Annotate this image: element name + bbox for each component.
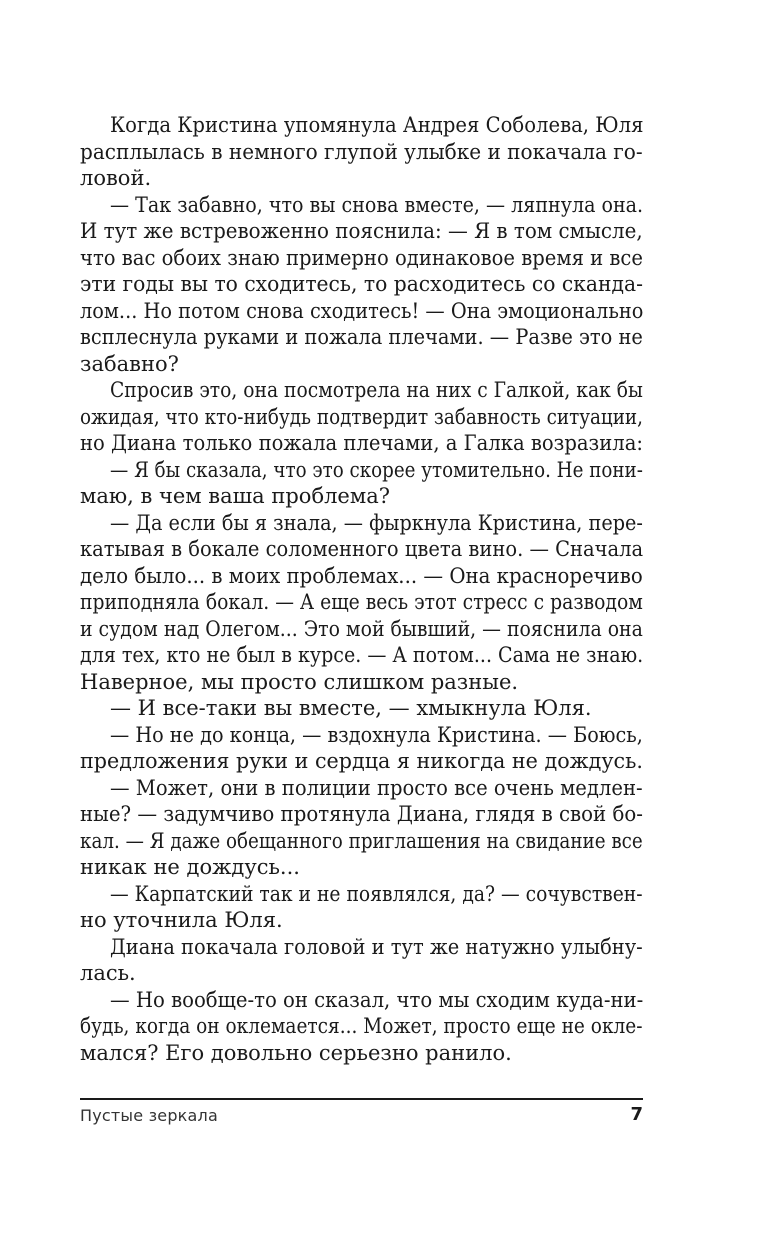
footer-divider [80, 1098, 643, 1100]
text-line: будь, когда он оклемается... Может, просто еще не окле- [80, 1014, 643, 1038]
text-line: — И все-таки вы вместе, — хмыкнула Юля. [110, 696, 592, 720]
text-line: маю, в чем ваша проблема? [80, 484, 390, 508]
text-line: никак не дождусь... [80, 855, 300, 879]
text-line: Диана покачала головой и тут же натужно улыбну- [110, 934, 643, 959]
text-line: — Может, они в полиции просто все очень медлен- [110, 775, 643, 800]
text-line: и судом над Олегом... Это мой бывший, — пояснила она [80, 616, 643, 641]
text-line: ные? — задумчиво протянула Диана, глядя в свой бо- [80, 802, 643, 826]
text-line: — Карпатский так и не появлялся, да? — сочувствен- [110, 881, 643, 906]
text-line: лась. [80, 961, 136, 985]
text-line: но уточнила Юля. [80, 908, 283, 932]
text-line: ловой. [80, 166, 152, 190]
text-line: Спросив это, она посмотрела на них с Галкой, как бы [110, 378, 643, 402]
body-text [80, 112, 644, 1066]
text-line: — Так забавно, что вы снова вместе, — ляпнула она. [110, 192, 644, 217]
text-line: но Диана только пожала плечами, а Галка возразила: [80, 431, 643, 455]
text-line: кал. — Я даже обещанного приглашения на свидание все [80, 828, 643, 853]
text-line: забавно? [80, 351, 179, 376]
text-line: приподняла бокал. — А еще весь этот стресс с разводом [80, 590, 643, 614]
text-line: расплылась в немного глупой улыбке и покачала го- [80, 139, 643, 164]
text-line: всплеснула руками и пожала плечами. — Разве это не [80, 325, 643, 349]
text-line: эти годы вы то сходитесь, то расходитесь со сканда- [80, 272, 643, 296]
running-footer-title: Пустые зеркала [80, 1106, 218, 1125]
text-line: И тут же встревоженно пояснила: — Я в том смысле, [80, 219, 643, 243]
text-line: — Да если бы я знала, — фыркнула Кристина, пере- [110, 510, 643, 535]
text-line: Когда Кристина упомянула Андрея Соболева, Юля [110, 113, 644, 137]
text-line: лом... Но потом снова сходитесь! — Она эмоционально [80, 298, 644, 323]
text-line: предложения руки и сердца я никогда не дождусь. [80, 749, 643, 773]
text-line: ожидая, что кто-нибудь подтвердит забавность ситуации, [80, 404, 643, 429]
text-line: для тех, кто не был в курсе. — А потом... Сама не знаю. [80, 643, 644, 667]
text-line: — Но вообще-то он сказал, что мы сходим куда-ни- [110, 987, 644, 1012]
text-line: катывая в бокале соломенного цвета вино. — Сначала [80, 537, 644, 561]
text-line: — Но не до конца, — вздохнула Кристина. — Боюсь, [110, 722, 643, 747]
text-line: дело было... в моих проблемах... — Она красноречиво [80, 563, 643, 588]
text-line: Наверное, мы просто слишком разные. [80, 669, 519, 694]
text-line: мался? Его довольно серьезно ранило. [80, 1040, 512, 1065]
text-line: — Я бы сказала, что это скорее утомительно. Не пони- [110, 457, 643, 482]
text-line: что вас обоих знаю примерно одинаковое время и все [80, 245, 643, 270]
page-number: 7 [630, 1104, 643, 1125]
